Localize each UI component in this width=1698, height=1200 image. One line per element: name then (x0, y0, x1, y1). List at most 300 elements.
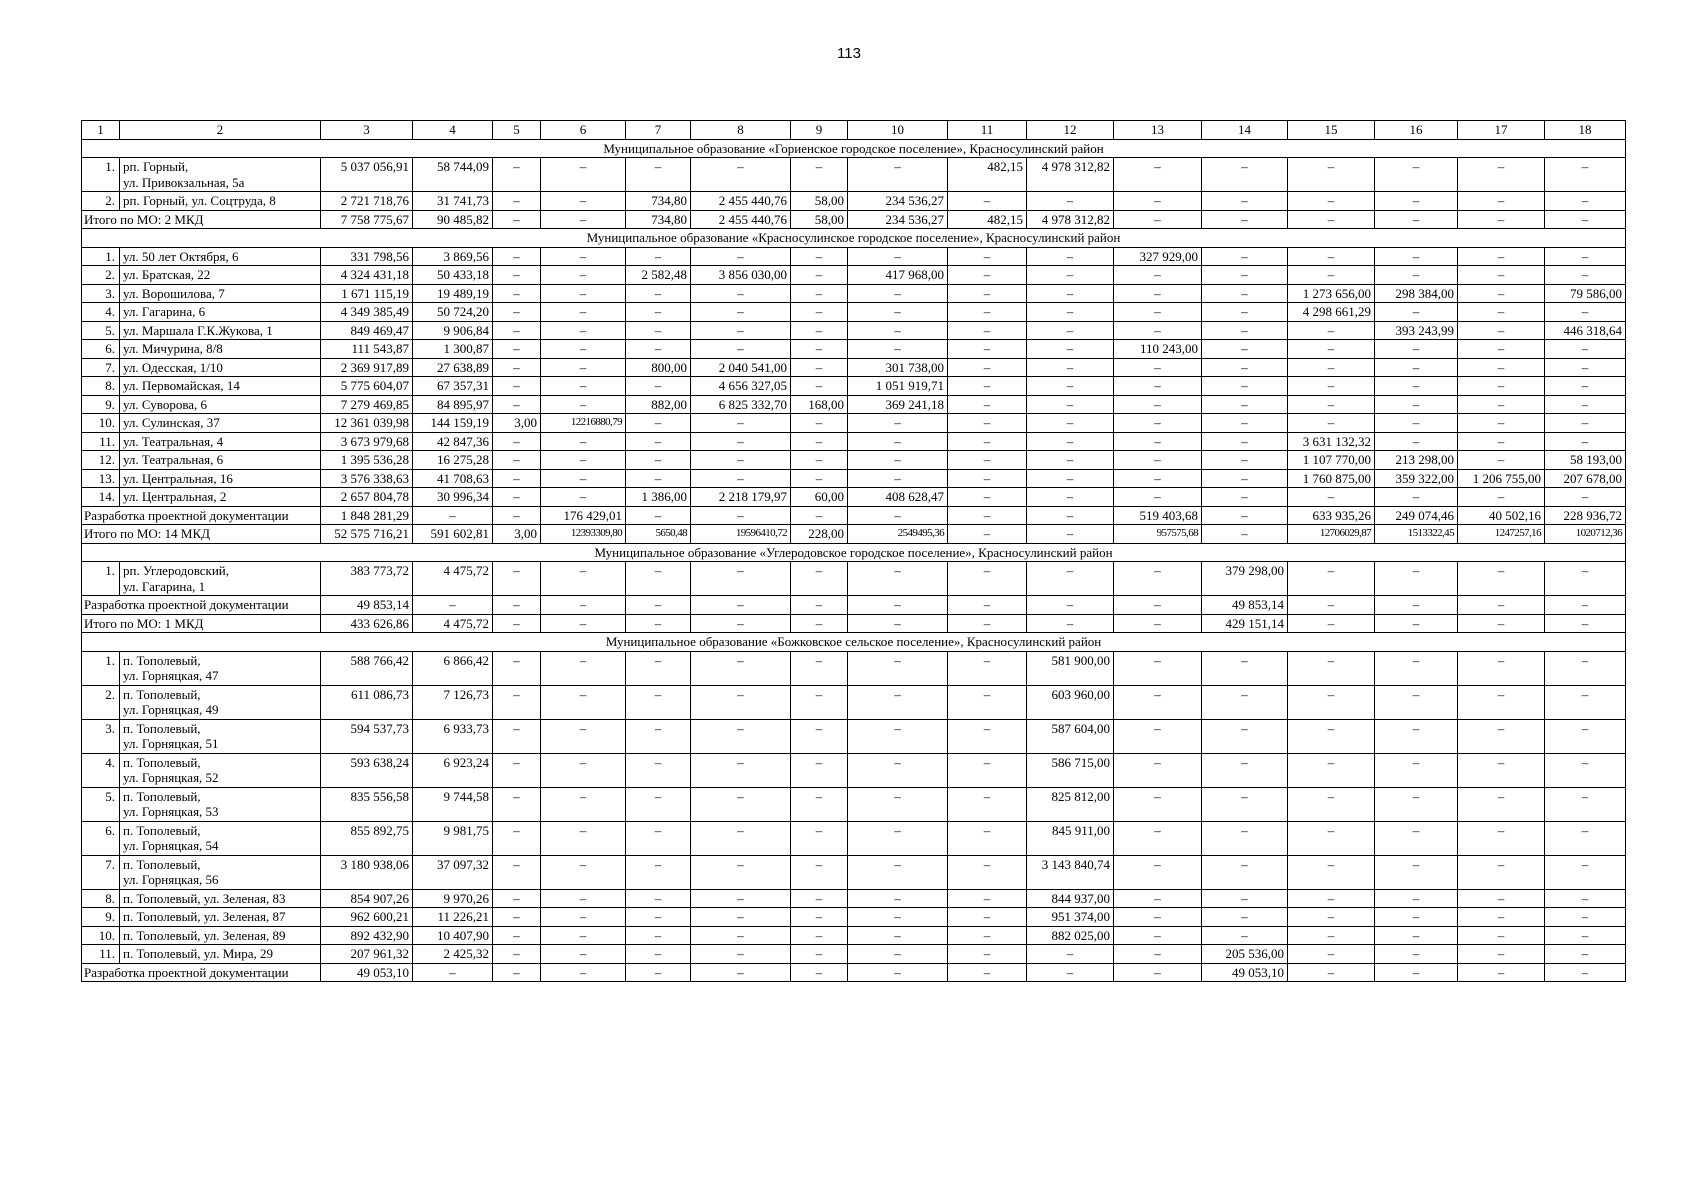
section-title: Муниципальное образование «Гориенское городское поселение», Красносулинский район (82, 139, 1626, 158)
address-cell: ул. Маршала Г.К.Жукова, 1 (120, 321, 321, 340)
value-cell: 40 502,16 (1458, 506, 1545, 525)
value-cell: 519 403,68 (1114, 506, 1202, 525)
value-cell: – (948, 908, 1027, 927)
value-cell: 110 243,00 (1114, 340, 1202, 359)
value-cell: – (948, 963, 1027, 982)
value-cell: – (1027, 614, 1114, 633)
value-cell: 4 656 327,05 (691, 377, 791, 396)
row-number: 8. (82, 377, 120, 396)
row-number: 3. (82, 284, 120, 303)
value-cell: 90 485,82 (413, 210, 493, 229)
value-cell: – (541, 685, 626, 719)
value-cell: – (541, 596, 626, 615)
value-cell: – (1288, 719, 1375, 753)
value-cell: – (1458, 926, 1545, 945)
value-cell: – (1545, 963, 1626, 982)
value-cell: 587 604,00 (1027, 719, 1114, 753)
value-cell: – (948, 284, 1027, 303)
value-cell: – (493, 719, 541, 753)
row-number: 10. (82, 926, 120, 945)
value-cell: – (493, 945, 541, 964)
value-cell: 12393309,80 (541, 525, 626, 544)
value-cell: – (1458, 284, 1545, 303)
value-cell: 1 848 281,29 (321, 506, 413, 525)
value-cell: 359 322,00 (1375, 469, 1458, 488)
value-cell: – (1545, 926, 1626, 945)
value-cell: 4 349 385,49 (321, 303, 413, 322)
value-cell: – (1202, 395, 1288, 414)
column-header: 14 (1202, 121, 1288, 140)
value-cell: – (541, 377, 626, 396)
row-number: 9. (82, 908, 120, 927)
value-cell: – (1114, 377, 1202, 396)
value-cell: – (1114, 562, 1202, 596)
value-cell: – (1375, 158, 1458, 192)
value-cell: – (1202, 855, 1288, 889)
value-cell: – (1288, 651, 1375, 685)
value-cell: – (1202, 414, 1288, 433)
value-cell: – (541, 963, 626, 982)
value-cell: – (1458, 192, 1545, 211)
value-cell: 3,00 (493, 414, 541, 433)
value-cell: 633 935,26 (1288, 506, 1375, 525)
value-cell: – (413, 963, 493, 982)
value-cell: – (1375, 358, 1458, 377)
table-row (82, 414, 1626, 433)
value-cell: – (1458, 266, 1545, 285)
value-cell: – (493, 506, 541, 525)
value-cell: 5 775 604,07 (321, 377, 413, 396)
value-cell: – (1288, 414, 1375, 433)
address-cell: п. Тополевый, ул. Горняцкая, 52 (120, 753, 321, 787)
value-cell: – (626, 414, 691, 433)
value-cell: – (791, 855, 848, 889)
column-header: 12 (1027, 121, 1114, 140)
table-row (82, 753, 1626, 787)
column-header: 11 (948, 121, 1027, 140)
value-cell: – (541, 614, 626, 633)
value-cell: – (1375, 908, 1458, 927)
column-header: 4 (413, 121, 493, 140)
value-cell: – (1114, 787, 1202, 821)
address-cell: рп. Углеродовский, ул. Гагарина, 1 (120, 562, 321, 596)
value-cell: – (1027, 945, 1114, 964)
value-cell: 67 357,31 (413, 377, 493, 396)
table-row (82, 358, 1626, 377)
value-cell: – (1027, 358, 1114, 377)
value-cell: – (848, 719, 948, 753)
value-cell: – (541, 340, 626, 359)
address-cell: п. Тополевый, ул. Зеленая, 87 (120, 908, 321, 927)
value-cell: 611 086,73 (321, 685, 413, 719)
value-cell: – (1202, 821, 1288, 855)
row-number: 2. (82, 192, 120, 211)
value-cell: 2 218 179,97 (691, 488, 791, 507)
value-cell: – (1288, 963, 1375, 982)
value-cell: – (691, 596, 791, 615)
value-cell: – (1545, 377, 1626, 396)
value-cell: – (791, 963, 848, 982)
value-cell: – (1114, 358, 1202, 377)
value-cell: – (1375, 926, 1458, 945)
value-cell: 9 981,75 (413, 821, 493, 855)
value-cell: 41 708,63 (413, 469, 493, 488)
value-cell: 50 433,18 (413, 266, 493, 285)
value-cell: – (493, 596, 541, 615)
value-cell: – (1458, 596, 1545, 615)
value-cell: – (1458, 753, 1545, 787)
value-cell: – (1375, 614, 1458, 633)
value-cell: – (493, 432, 541, 451)
value-cell: – (541, 488, 626, 507)
value-cell: 482,15 (948, 210, 1027, 229)
value-cell: – (691, 451, 791, 470)
value-cell: – (626, 821, 691, 855)
value-cell: – (541, 158, 626, 192)
value-cell: – (1202, 469, 1288, 488)
value-cell: – (541, 247, 626, 266)
value-cell: 7 758 775,67 (321, 210, 413, 229)
value-cell: 207 961,32 (321, 945, 413, 964)
value-cell: – (691, 821, 791, 855)
value-cell: – (1027, 321, 1114, 340)
value-cell: 1247257,16 (1458, 525, 1545, 544)
value-cell: 408 628,47 (848, 488, 948, 507)
address-cell: ул. Ворошилова, 7 (120, 284, 321, 303)
table-row (82, 685, 1626, 719)
value-cell: – (1027, 562, 1114, 596)
value-cell: – (1375, 247, 1458, 266)
value-cell: – (541, 787, 626, 821)
value-cell: 882 025,00 (1027, 926, 1114, 945)
summary-row (82, 525, 1626, 544)
value-cell: – (791, 340, 848, 359)
value-cell: – (948, 821, 1027, 855)
value-cell: 9 744,58 (413, 787, 493, 821)
value-cell: – (626, 753, 691, 787)
column-header: 8 (691, 121, 791, 140)
value-cell: – (1114, 158, 1202, 192)
value-cell: – (848, 963, 948, 982)
row-number: 13. (82, 469, 120, 488)
value-cell: – (1027, 488, 1114, 507)
value-cell: – (848, 414, 948, 433)
value-cell: – (691, 414, 791, 433)
value-cell: – (791, 469, 848, 488)
summary-row (82, 506, 1626, 525)
value-cell: – (541, 889, 626, 908)
value-cell: – (791, 719, 848, 753)
table-row (82, 488, 1626, 507)
value-cell: 327 929,00 (1114, 247, 1202, 266)
value-cell: – (1202, 753, 1288, 787)
value-cell: 4 978 312,82 (1027, 158, 1114, 192)
value-cell: – (948, 432, 1027, 451)
value-cell: – (1375, 719, 1458, 753)
value-cell: – (1027, 469, 1114, 488)
value-cell: – (1545, 889, 1626, 908)
value-cell: – (691, 651, 791, 685)
value-cell: – (1114, 432, 1202, 451)
value-cell: – (791, 908, 848, 927)
row-number: 8. (82, 889, 120, 908)
value-cell: 882,00 (626, 395, 691, 414)
value-cell: – (791, 303, 848, 322)
value-cell: – (1375, 210, 1458, 229)
value-cell: – (626, 247, 691, 266)
column-header: 10 (848, 121, 948, 140)
value-cell: – (1027, 414, 1114, 433)
table-row (82, 945, 1626, 964)
address-cell: п. Тополевый, ул. Мира, 29 (120, 945, 321, 964)
row-number: 10. (82, 414, 120, 433)
value-cell: – (493, 395, 541, 414)
value-cell: – (1202, 787, 1288, 821)
value-cell: 58,00 (791, 192, 848, 211)
value-cell: – (1375, 562, 1458, 596)
value-cell: 205 536,00 (1202, 945, 1288, 964)
value-cell: – (791, 321, 848, 340)
value-cell: – (1545, 210, 1626, 229)
value-cell: – (691, 284, 791, 303)
value-cell: 586 715,00 (1027, 753, 1114, 787)
value-cell: – (1545, 158, 1626, 192)
value-cell: – (791, 562, 848, 596)
value-cell: – (493, 321, 541, 340)
value-cell: – (1288, 266, 1375, 285)
value-cell: – (1545, 945, 1626, 964)
value-cell: – (1114, 284, 1202, 303)
value-cell: – (1288, 821, 1375, 855)
value-cell: – (1545, 432, 1626, 451)
value-cell: – (493, 377, 541, 396)
value-cell: – (1545, 908, 1626, 927)
value-cell: – (1202, 284, 1288, 303)
value-cell: – (1375, 192, 1458, 211)
value-cell: – (848, 303, 948, 322)
summary-row (82, 596, 1626, 615)
value-cell: – (1545, 651, 1626, 685)
value-cell: – (1288, 247, 1375, 266)
value-cell: 581 900,00 (1027, 651, 1114, 685)
value-cell: – (1114, 719, 1202, 753)
address-cell: п. Тополевый, ул. Горняцкая, 56 (120, 855, 321, 889)
value-cell: – (1458, 685, 1545, 719)
address-cell: ул. Братская, 22 (120, 266, 321, 285)
section-title: Муниципальное образование «Божковское сельское поселение», Красносулинский район (82, 633, 1626, 652)
value-cell: – (541, 192, 626, 211)
value-cell: – (791, 158, 848, 192)
row-number: 1. (82, 562, 120, 596)
value-cell: – (1375, 303, 1458, 322)
value-cell: – (848, 451, 948, 470)
value-cell: 1020712,36 (1545, 525, 1626, 544)
value-cell: – (1114, 596, 1202, 615)
table-row (82, 192, 1626, 211)
section-title: Муниципальное образование «Красносулинское городское поселение», Красносулинский район (82, 229, 1626, 248)
value-cell: – (948, 377, 1027, 396)
value-cell: – (493, 926, 541, 945)
column-header: 3 (321, 121, 413, 140)
value-cell: 79 586,00 (1545, 284, 1626, 303)
value-cell: 446 318,64 (1545, 321, 1626, 340)
table-row (82, 321, 1626, 340)
value-cell: 2 721 718,76 (321, 192, 413, 211)
value-cell: – (413, 506, 493, 525)
column-header: 18 (1545, 121, 1626, 140)
value-cell: – (848, 926, 948, 945)
row-number: 12. (82, 451, 120, 470)
value-cell: – (626, 855, 691, 889)
value-cell: – (1114, 395, 1202, 414)
address-cell: п. Тополевый, ул. Горняцкая, 49 (120, 685, 321, 719)
value-cell: – (626, 562, 691, 596)
table-row (82, 284, 1626, 303)
value-cell: – (791, 651, 848, 685)
value-cell: – (626, 945, 691, 964)
value-cell: 3 576 338,63 (321, 469, 413, 488)
value-cell: 5 037 056,91 (321, 158, 413, 192)
value-cell: 4 475,72 (413, 614, 493, 633)
value-cell: 892 432,90 (321, 926, 413, 945)
value-cell: – (1375, 685, 1458, 719)
value-cell: – (1114, 855, 1202, 889)
value-cell: – (1458, 414, 1545, 433)
value-cell: – (626, 787, 691, 821)
value-cell: – (1375, 340, 1458, 359)
value-cell: – (493, 908, 541, 927)
row-number: 2. (82, 266, 120, 285)
value-cell: – (1458, 651, 1545, 685)
table-row (82, 377, 1626, 396)
value-cell: – (1114, 614, 1202, 633)
value-cell: – (791, 614, 848, 633)
value-cell: 2 040 541,00 (691, 358, 791, 377)
value-cell: – (791, 432, 848, 451)
value-cell: – (626, 506, 691, 525)
value-cell: – (848, 340, 948, 359)
value-cell: 844 937,00 (1027, 889, 1114, 908)
column-header: 9 (791, 121, 848, 140)
value-cell: – (1027, 247, 1114, 266)
value-cell: – (1114, 192, 1202, 211)
value-cell: – (1114, 210, 1202, 229)
value-cell: – (1458, 488, 1545, 507)
value-cell: 588 766,42 (321, 651, 413, 685)
value-cell: – (1027, 340, 1114, 359)
value-cell: – (1458, 562, 1545, 596)
table-row (82, 855, 1626, 889)
value-cell: – (1458, 719, 1545, 753)
value-cell: 429 151,14 (1202, 614, 1288, 633)
value-cell: – (1288, 908, 1375, 927)
value-cell: 6 866,42 (413, 651, 493, 685)
value-cell: 176 429,01 (541, 506, 626, 525)
section-title: Муниципальное образование «Углеродовское городское поселение», Красносулинский район (82, 543, 1626, 562)
value-cell: – (1202, 210, 1288, 229)
value-cell: – (1375, 753, 1458, 787)
value-cell: – (1458, 945, 1545, 964)
section-title-row (82, 229, 1626, 248)
value-cell: – (493, 303, 541, 322)
value-cell: 50 724,20 (413, 303, 493, 322)
value-cell: – (1375, 488, 1458, 507)
address-cell: п. Тополевый, ул. Зеленая, 89 (120, 926, 321, 945)
row-number: 7. (82, 358, 120, 377)
value-cell: – (1545, 395, 1626, 414)
value-cell: – (1458, 303, 1545, 322)
value-cell: – (948, 192, 1027, 211)
value-cell: 12 361 039,98 (321, 414, 413, 433)
value-cell: – (1114, 945, 1202, 964)
value-cell: 849 469,47 (321, 321, 413, 340)
table-row (82, 926, 1626, 945)
value-cell: – (1545, 685, 1626, 719)
value-cell: 207 678,00 (1545, 469, 1626, 488)
summary-row (82, 963, 1626, 982)
value-cell: – (1114, 753, 1202, 787)
value-cell: – (691, 562, 791, 596)
value-cell: – (1458, 158, 1545, 192)
value-cell: – (1202, 432, 1288, 451)
value-cell: – (541, 451, 626, 470)
value-cell: – (493, 340, 541, 359)
page-number: 113 (837, 45, 861, 62)
value-cell: – (626, 432, 691, 451)
value-cell: – (541, 562, 626, 596)
value-cell: 49 853,14 (1202, 596, 1288, 615)
value-cell: 854 907,26 (321, 889, 413, 908)
value-cell: – (493, 685, 541, 719)
value-cell: – (1375, 596, 1458, 615)
summary-row (82, 210, 1626, 229)
data-table (81, 120, 1626, 982)
value-cell: – (626, 377, 691, 396)
value-cell: 49 053,10 (321, 963, 413, 982)
value-cell: 111 543,87 (321, 340, 413, 359)
value-cell: – (1375, 651, 1458, 685)
value-cell: – (1288, 340, 1375, 359)
address-cell: п. Тополевый, ул. Горняцкая, 51 (120, 719, 321, 753)
value-cell: – (493, 210, 541, 229)
table-row (82, 889, 1626, 908)
value-cell: 393 243,99 (1375, 321, 1458, 340)
value-cell: 331 798,56 (321, 247, 413, 266)
table-row (82, 303, 1626, 322)
value-cell: 37 097,32 (413, 855, 493, 889)
header-row (82, 121, 1626, 140)
value-cell: – (541, 266, 626, 285)
value-cell: – (948, 651, 1027, 685)
value-cell: – (848, 685, 948, 719)
value-cell: – (948, 451, 1027, 470)
value-cell: – (848, 432, 948, 451)
address-cell: ул. Сулинская, 37 (120, 414, 321, 433)
value-cell: – (541, 945, 626, 964)
address-cell: п. Тополевый, ул. Зеленая, 83 (120, 889, 321, 908)
address-cell: ул. Мичурина, 8/8 (120, 340, 321, 359)
address-cell: ул. Театральная, 6 (120, 451, 321, 470)
value-cell: – (1202, 719, 1288, 753)
value-cell: 168,00 (791, 395, 848, 414)
value-cell: 1 273 656,00 (1288, 284, 1375, 303)
summary-row (82, 614, 1626, 633)
value-cell: 9 906,84 (413, 321, 493, 340)
value-cell: – (1288, 614, 1375, 633)
value-cell: – (626, 963, 691, 982)
value-cell: – (626, 908, 691, 927)
value-cell: – (493, 358, 541, 377)
